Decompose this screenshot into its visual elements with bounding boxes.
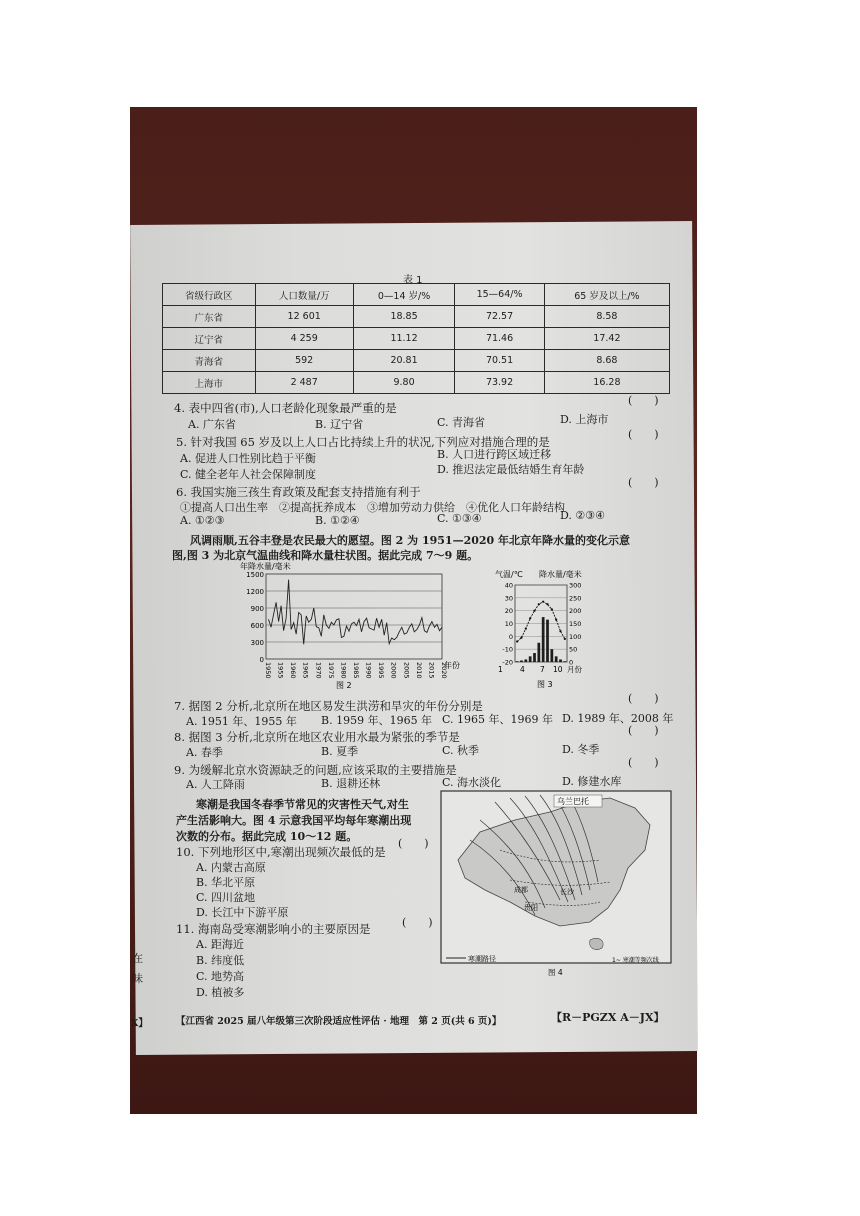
- question-9-stem: 9. 为缓解北京水资源缺乏的问题,应该采取的主要措施是: [174, 763, 457, 777]
- fig2-xtick: 2020: [440, 662, 448, 679]
- question-11-stem: 11. 海南岛受寒潮影响小的主要原因是: [176, 922, 371, 936]
- table-cell: 广东省: [163, 306, 256, 328]
- answer-paren: ( ): [402, 916, 433, 929]
- fig3-temperature-point: [533, 610, 535, 612]
- fig3-temperature-point: [559, 630, 561, 632]
- fig3-temperature-point: [525, 628, 527, 630]
- q11-option-a: A. 距海近: [196, 938, 244, 951]
- q10-option-d: D. 长江中下游平原: [196, 906, 289, 919]
- fig3-ytick-left: 0: [508, 632, 513, 641]
- fig3-precip-bar: [516, 661, 519, 662]
- margin-char: 味: [132, 972, 143, 985]
- figure-3-climate-chart: [495, 567, 615, 691]
- q11-option-c: C. 地势高: [196, 970, 245, 983]
- answer-paren: ( ): [628, 724, 659, 737]
- fig2-ytick: 300: [250, 639, 264, 647]
- q7-option-c: C. 1965 年、1969 年: [442, 713, 553, 726]
- fig2-xtick: 1980: [339, 662, 348, 679]
- fig2-xtick: 2010: [414, 662, 423, 679]
- hainan-island: [590, 938, 603, 949]
- fig3-ytick-right: 300: [569, 581, 582, 590]
- table-row: [163, 372, 670, 394]
- answer-paren: ( ): [628, 428, 659, 441]
- q6-statements: ①提高人口出生率 ②提高抚养成本 ③增加劳动力供给 ④优化人口年龄结构: [180, 501, 565, 514]
- fig2-xtick: 1960: [289, 662, 298, 679]
- fig3-temperature-point: [551, 608, 553, 610]
- q6-option-a: A. ①②③: [180, 514, 225, 527]
- fig2-ytick: 1200: [246, 588, 264, 596]
- fig3-ytick-right: 200: [569, 607, 582, 616]
- table-cell: 71.46: [455, 328, 545, 350]
- margin-char: 在: [132, 952, 143, 965]
- intro-7-9-line2: 图,图 3 为北京气温曲线和降水量柱状图。据此完成 7～9 题。: [172, 549, 479, 562]
- fig3-precip-bar: [546, 620, 549, 662]
- fig2-plot-frame: [266, 574, 442, 659]
- fig2-xtick: 1985: [352, 662, 360, 679]
- fig2-xtick: 1950: [264, 662, 272, 679]
- q4-option-d: D. 上海市: [560, 413, 609, 426]
- table-cell: 18.85: [353, 306, 454, 328]
- table-cell: 9.80: [353, 372, 454, 394]
- q11-option-d: D. 植被多: [196, 986, 245, 999]
- intro-10-12-line1: 寒潮是我国冬春季节常见的灾害性天气,对生: [196, 798, 409, 811]
- table-row: [163, 306, 670, 328]
- fig3-caption: 图 3: [537, 680, 553, 689]
- fig2-xtick: 1990: [364, 662, 373, 679]
- q8-option-c: C. 秋季: [442, 744, 480, 757]
- table-header: 人口数量/万: [255, 284, 353, 306]
- fig2-xtick: 1965: [301, 662, 310, 679]
- figure-4-cold-wave-map: [440, 790, 672, 980]
- q9-option-a: A. 人工降雨: [186, 778, 245, 791]
- fig3-temperature-line: [517, 602, 565, 642]
- fig3-ytick-left: -20: [502, 658, 513, 667]
- table-row: [163, 350, 670, 372]
- fig3-precip-bar: [524, 659, 527, 662]
- q9-option-c: C. 海水淡化: [442, 776, 502, 789]
- table-row: [163, 328, 670, 350]
- footer-right: 【R－PGZX A－JX】: [551, 1011, 665, 1024]
- table-cell: 20.81: [353, 350, 454, 372]
- fig2-caption: 图 2: [336, 681, 352, 690]
- fig2-xtick: 1955: [276, 662, 285, 679]
- table-cell: 辽宁省: [163, 328, 256, 350]
- table-cell: 8.68: [544, 350, 669, 372]
- answer-paren: ( ): [628, 692, 659, 705]
- q5-option-b: B. 人口进行跨区域迁移: [437, 448, 552, 461]
- q10-option-b: B. 华北平原: [196, 876, 256, 889]
- fig3-xunit: 月份: [567, 665, 582, 674]
- fig2-xtick: 1995: [377, 662, 386, 679]
- answer-paren: ( ): [398, 837, 429, 850]
- fig3-precip-bar: [520, 660, 523, 662]
- fig3-ylabel-right: 降水量/毫米: [539, 570, 582, 579]
- question-8-stem: 8. 据图 3 分析,北京所在地区农业用水最为紧张的季节是: [174, 730, 460, 744]
- fig3-precip-bar: [533, 653, 536, 662]
- fig3-ytick-right: 150: [569, 620, 582, 628]
- q8-option-a: A. 春季: [186, 746, 223, 759]
- question-10-stem: 10. 下列地形区中,寒潮出现频次最低的是: [176, 845, 386, 859]
- figure-2-precipitation-chart: [236, 560, 468, 692]
- answer-paren: ( ): [628, 756, 659, 769]
- table-header: 0—14 岁/%: [353, 284, 454, 306]
- intro-7-9-line1: 风调雨顺,五谷丰登是农民最大的愿望。图 2 为 1951—2020 年北京年降水量的变化示意: [190, 534, 631, 547]
- q8-option-b: B. 夏季: [321, 745, 359, 758]
- fig2-precipitation-line: [269, 580, 443, 645]
- q8-option-d: D. 冬季: [562, 743, 600, 756]
- table-cell: 70.51: [455, 350, 545, 372]
- q4-option-b: B. 辽宁省: [315, 418, 364, 431]
- table-header: 省级行政区: [163, 284, 256, 306]
- fig3-ytick-left: 10: [504, 620, 513, 628]
- question-6-stem: 6. 我国实施三孩生育政策及配套支持措施有利于: [176, 485, 421, 499]
- fig3-precip-bar: [555, 656, 558, 662]
- question-5-stem: 5. 针对我国 65 岁及以上人口占比持续上升的状况,下列应对措施合理的是: [176, 435, 550, 449]
- map-label-ulaanbaatar: 乌兰巴托: [557, 797, 589, 806]
- fig2-xtick: 2000: [389, 662, 398, 679]
- fig3-ytick-left: 40: [504, 581, 513, 590]
- q11-option-b: B. 纬度低: [196, 954, 245, 967]
- fig2-ytick: 0: [259, 656, 264, 664]
- q7-option-b: B. 1959 年、1965 年: [321, 714, 433, 727]
- table-cell: 4 259: [255, 328, 353, 350]
- intro-10-12-line2: 产生活影响大。图 4 示意我国平均每年寒潮出现: [176, 814, 412, 827]
- q5-option-c: C. 健全老年人社会保障制度: [180, 468, 317, 481]
- fig3-ytick-right: 0: [569, 658, 574, 667]
- q4-option-a: A. 广东省: [188, 418, 236, 431]
- legend-isoline: 1~ 寒潮等频次线: [612, 957, 659, 964]
- table-cell: 8.58: [544, 306, 669, 328]
- fig3-precip-bar: [563, 661, 566, 662]
- fig2-xtick: 2005: [402, 662, 411, 679]
- table-cell: 11.12: [353, 328, 454, 350]
- table-header: 65 岁及以上/%: [544, 284, 669, 306]
- fig3-ytick-right: 250: [569, 594, 582, 603]
- q6-option-b: B. ①②④: [315, 514, 360, 527]
- fig3-temperature-point: [564, 638, 566, 640]
- fig3-temperature-point: [516, 640, 518, 642]
- fig3-precip-bar: [559, 659, 562, 662]
- footer-left: X】: [131, 1018, 148, 1029]
- map-label-chengdu: 成都: [514, 886, 528, 894]
- fig2-xtick: 1970: [314, 662, 323, 679]
- q10-option-c: C. 四川盆地: [196, 891, 256, 904]
- table-cell: 592: [255, 350, 353, 372]
- fig3-ytick-left: 30: [504, 594, 513, 603]
- q5-option-a: A. 促进人口性别比趋于平衡: [180, 452, 316, 465]
- population-table: [162, 283, 670, 394]
- fig3-temperature-point: [529, 617, 531, 619]
- fig3-xtick: 1: [498, 665, 503, 674]
- table-cell: 16.28: [544, 372, 669, 394]
- q9-option-d: D. 修建水库: [562, 775, 622, 788]
- table-cell: 72.57: [455, 306, 545, 328]
- fig4-caption: 图 4: [548, 968, 563, 977]
- footer-center: 【江西省 2025 届八年级第三次阶段适应性评估 · 地理 第 2 页(共 6 页)】: [176, 1016, 502, 1027]
- answer-paren: ( ): [628, 394, 659, 407]
- fig2-xtick: 2015: [427, 662, 436, 679]
- table-header: 15—64/%: [455, 284, 545, 306]
- table-caption: 表 1: [403, 275, 423, 286]
- intro-10-12-line3: 次数的分布。据此完成 10～12 题。: [176, 830, 358, 843]
- fig2-xtick: 1975: [326, 662, 335, 679]
- fig3-precip-bar: [550, 649, 553, 662]
- fig3-precip-bar: [542, 617, 545, 662]
- table-cell: 青海省: [163, 350, 256, 372]
- table-cell: 上海市: [163, 372, 256, 394]
- fig3-temperature-point: [546, 603, 548, 605]
- answer-paren: ( ): [628, 476, 659, 489]
- fig3-precip-bar: [537, 643, 540, 662]
- q6-option-c: C. ①③④: [437, 512, 482, 525]
- table-cell: 17.42: [544, 328, 669, 350]
- map-label-changsha: 长沙: [560, 888, 574, 896]
- fig3-ytick-right: 50: [569, 645, 578, 654]
- question-7-stem: 7. 据图 2 分析,北京所在地区易发生洪涝和旱灾的年份分别是: [174, 699, 483, 713]
- fig2-ylabel: 年降水量/毫米: [240, 562, 291, 571]
- q5-option-d: D. 推迟法定最低结婚生育年龄: [437, 463, 585, 476]
- fig3-xtick: 4: [520, 665, 525, 674]
- q7-option-d: D. 1989 年、2008 年: [562, 712, 674, 725]
- q9-option-b: B. 退耕还林: [321, 777, 381, 790]
- fig2-ytick: 1500: [246, 571, 264, 579]
- fig2-ytick: 900: [250, 605, 264, 613]
- map-label-guiyang: 贵阳: [524, 904, 538, 912]
- table-cell: 2 487: [255, 372, 353, 394]
- fig3-xtick: 10: [553, 665, 563, 674]
- fig3-temperature-point: [538, 603, 540, 605]
- legend-cold-wave-path: 寒潮路径: [468, 955, 496, 963]
- table-cell: 73.92: [455, 372, 545, 394]
- q10-option-a: A. 内蒙古高原: [196, 861, 266, 874]
- fig3-ytick-right: 100: [569, 632, 582, 641]
- q4-option-c: C. 青海省: [437, 416, 486, 429]
- q7-option-a: A. 1951 年、1955 年: [186, 715, 297, 728]
- table-header-row: [163, 284, 670, 306]
- fig2-xunit: 年份: [444, 661, 460, 670]
- fig2-ytick: 600: [250, 622, 264, 630]
- fig3-ytick-left: -10: [502, 645, 513, 654]
- q6-option-d: D. ②③④: [560, 509, 606, 522]
- fig3-temperature-point: [555, 619, 557, 621]
- fig3-temperature-point: [520, 637, 522, 639]
- fig3-ylabel-left: 气温/℃: [495, 570, 523, 579]
- question-4-stem: 4. 表中四省(市),人口老龄化现象最严重的是: [174, 401, 397, 415]
- fig3-xtick: 7: [540, 665, 545, 674]
- fig3-temperature-point: [542, 601, 544, 603]
- fig3-ytick-left: 20: [504, 607, 513, 616]
- table-cell: 12 601: [255, 306, 353, 328]
- fig3-precip-bar: [529, 656, 532, 662]
